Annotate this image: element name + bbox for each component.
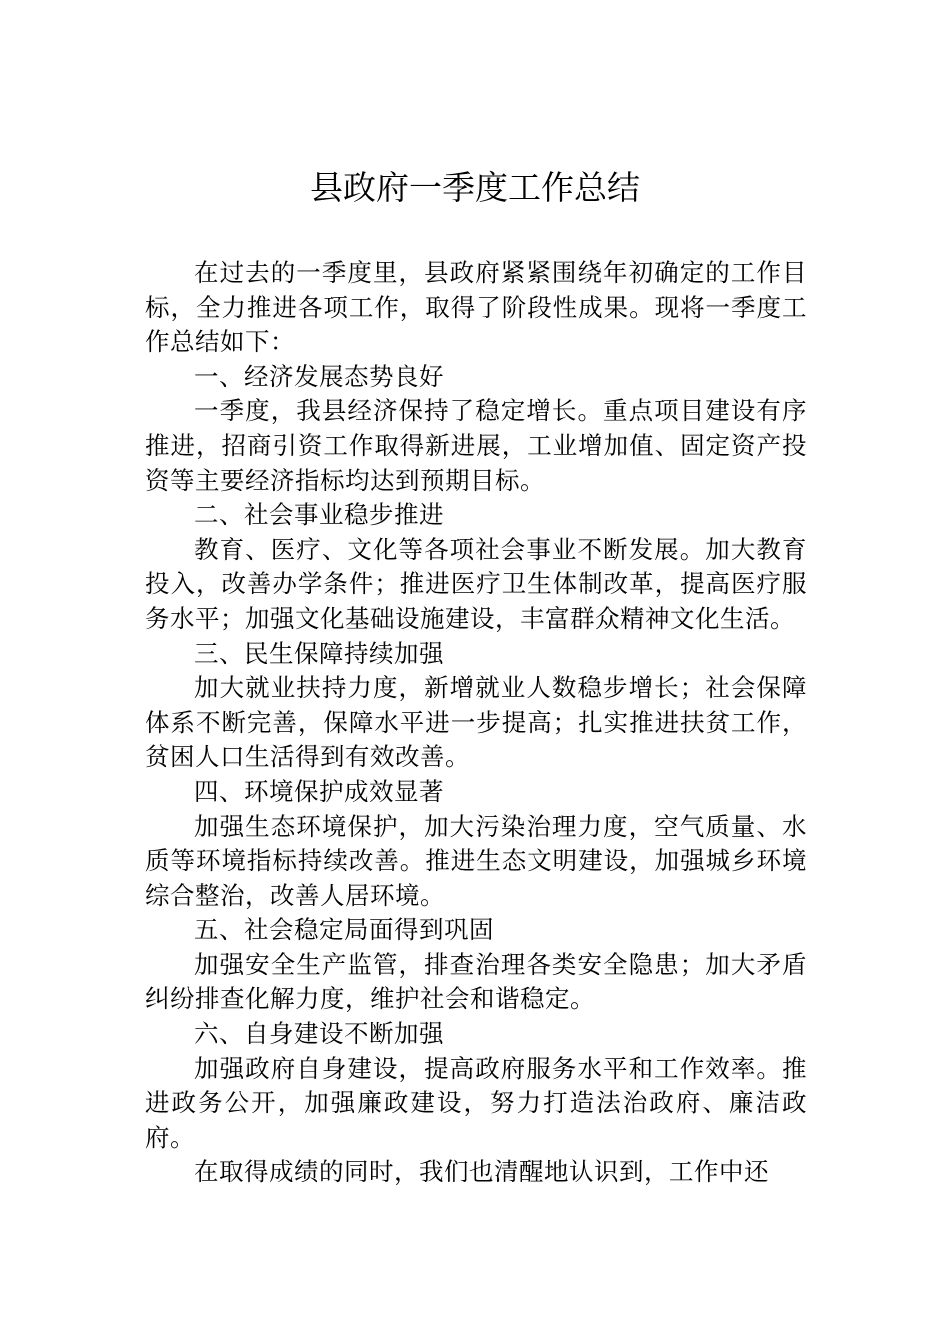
section-heading-social: 二、社会事业稳步推进 bbox=[194, 500, 444, 530]
section-body-stability: 加强安全生产监管，排查治理各类安全隐患；加大矛盾纠纷排查化解力度，维护社会和谐稳定。 bbox=[145, 949, 807, 1014]
section-body-livelihood: 加大就业扶持力度，新增就业人数稳步增长；社会保障体系不断完善，保障水平进一步提高；扎实推进扶贫工作，贫困人口生活得到有效改善。 bbox=[145, 673, 807, 772]
section-body-self-building: 加强政府自身建设，提高政府服务水平和工作效率。推进政务公开，加强廉政建设，努力打造法治政府、廉洁政府。 bbox=[145, 1053, 807, 1152]
section-body-social: 教育、医疗、文化等各项社会事业不断发展。加大教育投入，改善办学条件；推进医疗卫生体制改革，提高医疗服务水平；加强文化基础设施建设，丰富群众精神文化生活。 bbox=[145, 534, 807, 633]
intro-paragraph: 在过去的一季度里，县政府紧紧围绕年初确定的工作目标，全力推进各项工作，取得了阶段性成果。现将一季度工作总结如下： bbox=[145, 258, 807, 357]
section-body-economy: 一季度，我县经济保持了稳定增长。重点项目建设有序推进，招商引资工作取得新进展，工业增加值、固定资产投资等主要经济指标均达到预期目标。 bbox=[145, 396, 807, 495]
section-heading-environment: 四、环境保护成效显著 bbox=[194, 776, 444, 806]
section-heading-self-building: 六、自身建设不断加强 bbox=[194, 1019, 444, 1049]
section-body-environment: 加强生态环境保护，加大污染治理力度，空气质量、水质等环境指标持续改善。推进生态文明建设，加强城乡环境综合整治，改善人居环境。 bbox=[145, 811, 807, 910]
section-heading-economy: 一、经济发展态势良好 bbox=[194, 361, 444, 391]
section-heading-stability: 五、社会稳定局面得到巩固 bbox=[194, 915, 494, 945]
document-title: 县政府一季度工作总结 bbox=[310, 168, 640, 207]
section-heading-livelihood: 三、民生保障持续加强 bbox=[194, 638, 444, 668]
document-body bbox=[145, 256, 807, 1190]
closing-paragraph: 在取得成绩的同时，我们也清醒地认识到，工作中还 bbox=[194, 1157, 769, 1187]
